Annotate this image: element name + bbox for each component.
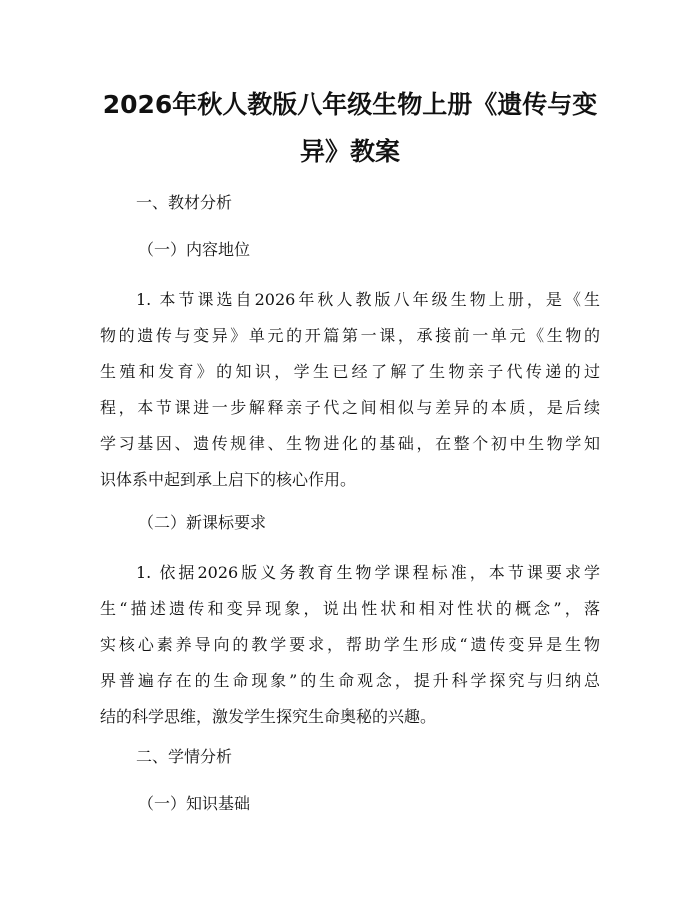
paragraph-line: 程，本节课进一步解释亲子代之间相似与差异的本质，是后续 xyxy=(100,398,600,417)
paragraph-line: 1. 本节课选自2026年秋人教版八年级生物上册，是《生 xyxy=(136,290,600,309)
paragraph-line: 生“描述遗传和变异现象，说出性状和相对性状的概念”，落 xyxy=(100,599,600,618)
paragraph-line: 界普遍存在的生命现象”的生命观念，提升科学探究与归纳总 xyxy=(100,671,600,690)
section-heading-textbook-analysis: 一、教材分析 xyxy=(136,193,233,212)
paragraph-line: 识体系中起到承上启下的核心作用。 xyxy=(100,470,357,489)
paragraph-line: 结的科学思维，激发学生探究生命奥秘的兴趣。 xyxy=(100,707,437,726)
subsection-heading-curriculum-requirements: （二）新课标要求 xyxy=(138,513,267,532)
paragraph-line: 学习基因、遗传规律、生物进化的基础，在整个初中生物学知 xyxy=(100,434,600,453)
paragraph-content-position xyxy=(100,282,600,498)
paragraph-line: 1. 依据2026版义务教育生物学课程标准，本节课要求学 xyxy=(136,563,600,582)
subsection-heading-content-position: （一）内容地位 xyxy=(138,240,251,259)
paragraph-line: 生殖和发育》的知识，学生已经了解了生物亲子代传递的过 xyxy=(100,362,600,381)
paragraph-curriculum-requirements xyxy=(100,555,600,735)
paragraph-line: 物的遗传与变异》单元的开篇第一课，承接前一单元《生物的 xyxy=(100,326,600,345)
subsection-heading-knowledge-foundation: （一）知识基础 xyxy=(138,794,251,813)
paragraph-line: 实核心素养导向的教学要求，帮助学生形成“遗传变异是生物 xyxy=(100,635,600,654)
document-title-line-1: 2026年秋人教版八年级生物上册《遗传与变 xyxy=(102,90,598,119)
document-title-line-2: 异》教案 xyxy=(299,137,400,166)
section-heading-learner-analysis: 二、学情分析 xyxy=(136,747,233,766)
